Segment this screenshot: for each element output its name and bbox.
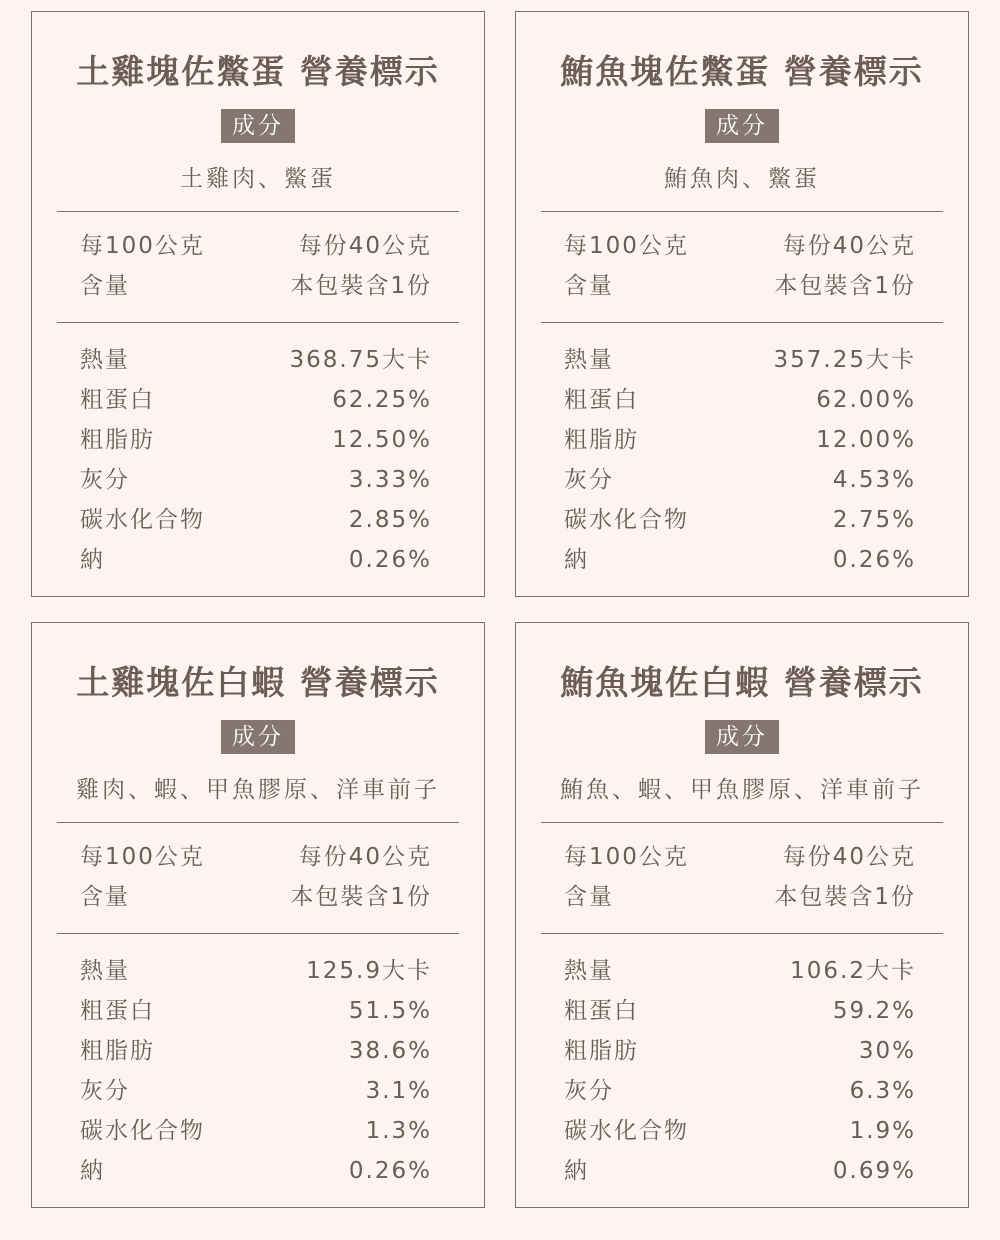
nutrient-value: 62.00% [816,387,916,413]
nutrient-value: 3.33% [348,467,432,493]
header-content: 含量 [80,273,130,299]
nutrient-label: 納 [564,1158,589,1184]
divider [541,822,943,823]
divider [541,322,943,323]
nutrient-value: 0.26% [832,547,916,573]
nutrient-value: 357.25大卡 [773,347,916,373]
panel-title: 土雞塊佐白蝦 營養標示 [76,663,440,702]
nutrition-panel-tuna-shrimp [515,622,969,1208]
header-per-serving: 每份40公克 [298,844,432,870]
nutrient-value: 38.6% [348,1038,432,1064]
nutrition-panel-chicken-shrimp [31,622,485,1208]
ingredients-badge: 成分 [705,720,779,754]
nutrient-value: 2.85% [348,507,432,533]
nutrient-value: 2.75% [832,507,916,533]
nutrient-label: 熱量 [80,958,130,984]
nutrient-label: 碳水化合物 [80,1118,205,1144]
nutrition-panel-tuna-turtle-egg [515,11,969,597]
nutrient-label: 粗脂肪 [564,1038,639,1064]
nutrient-label: 灰分 [80,1078,130,1104]
nutrient-value: 0.69% [832,1158,916,1184]
nutrient-value: 125.9大卡 [306,958,432,984]
panel-title: 土雞塊佐鱉蛋 營養標示 [76,52,440,91]
nutrient-label: 粗蛋白 [80,998,155,1024]
header-pack: 本包裝含1份 [774,884,916,910]
header-content: 含量 [564,884,614,910]
nutrient-label: 粗脂肪 [564,427,639,453]
nutrient-value: 12.00% [816,427,916,453]
nutrient-value: 3.1% [365,1078,432,1104]
nutrient-label: 納 [80,547,105,573]
header-per100: 每100公克 [564,844,689,870]
nutrient-label: 納 [564,547,589,573]
divider [57,211,459,212]
nutrient-label: 粗蛋白 [80,387,155,413]
nutrient-label: 粗脂肪 [80,1038,155,1064]
nutrient-label: 碳水化合物 [80,507,205,533]
nutrient-label: 灰分 [80,467,130,493]
header-per-serving: 每份40公克 [298,233,432,259]
divider [57,322,459,323]
divider [541,933,943,934]
nutrient-value: 368.75大卡 [289,347,432,373]
nutrient-value: 12.50% [332,427,432,453]
ingredients-badge: 成分 [221,109,295,143]
nutrient-label: 粗脂肪 [80,427,155,453]
nutrient-label: 碳水化合物 [564,1118,689,1144]
header-per100: 每100公克 [80,233,205,259]
header-content: 含量 [80,884,130,910]
nutrient-label: 灰分 [564,1078,614,1104]
header-per-serving: 每份40公克 [782,233,916,259]
nutrient-value: 0.26% [348,1158,432,1184]
nutrient-value: 62.25% [332,387,432,413]
divider [57,933,459,934]
nutrient-label: 灰分 [564,467,614,493]
panel-title: 鮪魚塊佐白蝦 營養標示 [560,663,924,702]
ingredients-text: 土雞肉、鱉蛋 [180,166,336,192]
header-pack: 本包裝含1份 [290,273,432,299]
nutrient-value: 0.26% [348,547,432,573]
nutrient-label: 熱量 [564,347,614,373]
nutrient-label: 粗蛋白 [564,387,639,413]
nutrition-panel-chicken-turtle-egg [31,11,485,597]
ingredients-badge: 成分 [221,720,295,754]
header-per100: 每100公克 [564,233,689,259]
ingredients-text: 鮪魚、蝦、甲魚膠原、洋車前子 [560,777,924,803]
nutrient-label: 納 [80,1158,105,1184]
header-pack: 本包裝含1份 [774,273,916,299]
nutrient-value: 6.3% [849,1078,916,1104]
nutrient-value: 1.9% [849,1118,916,1144]
nutrient-value: 106.2大卡 [790,958,916,984]
nutrient-value: 30% [858,1038,916,1064]
ingredients-text: 雞肉、蝦、甲魚膠原、洋車前子 [76,777,440,803]
nutrient-value: 1.3% [365,1118,432,1144]
nutrient-label: 碳水化合物 [564,507,689,533]
header-pack: 本包裝含1份 [290,884,432,910]
nutrient-label: 粗蛋白 [564,998,639,1024]
ingredients-badge: 成分 [705,109,779,143]
panel-title: 鮪魚塊佐鱉蛋 營養標示 [560,52,924,91]
header-content: 含量 [564,273,614,299]
nutrient-label: 熱量 [80,347,130,373]
header-per-serving: 每份40公克 [782,844,916,870]
nutrient-value: 59.2% [832,998,916,1024]
ingredients-text: 鮪魚肉、鱉蛋 [664,166,820,192]
nutrient-value: 51.5% [348,998,432,1024]
divider [541,211,943,212]
nutrient-label: 熱量 [564,958,614,984]
nutrient-value: 4.53% [832,467,916,493]
divider [57,822,459,823]
header-per100: 每100公克 [80,844,205,870]
